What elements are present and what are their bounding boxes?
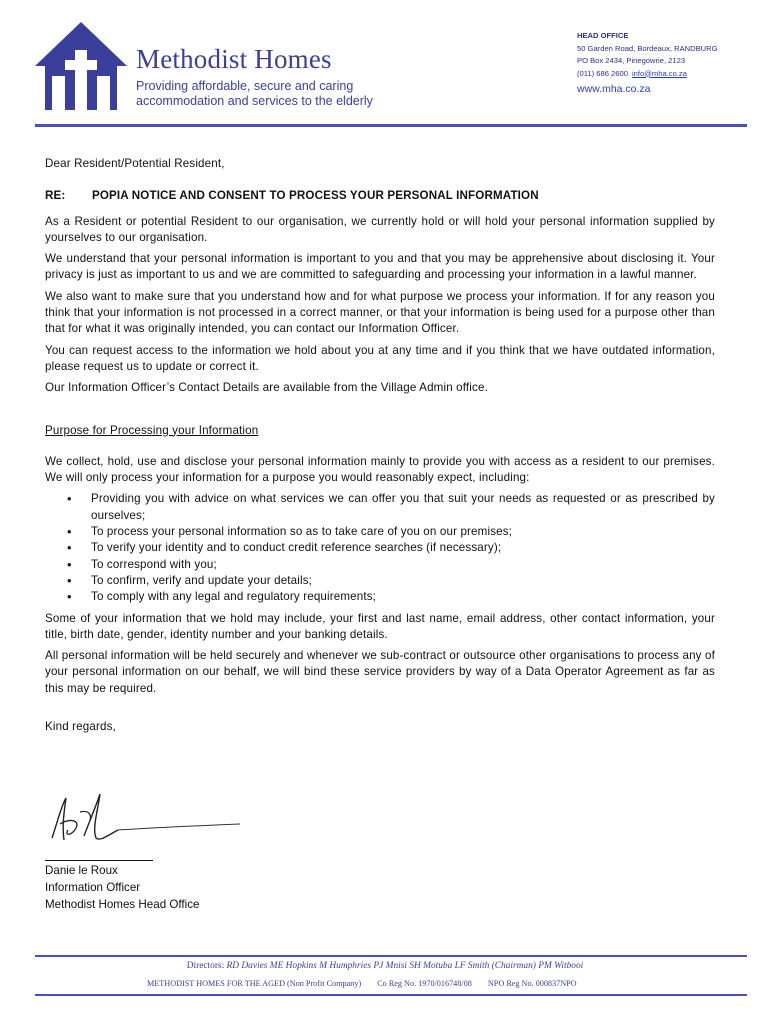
footer-divider-bottom (35, 994, 747, 996)
paragraph: As a Resident or potential Resident to our organisation, we currently hold or will hold your personal information supplied by yourselves to our organisation. (45, 214, 715, 244)
letter-body (45, 156, 715, 740)
head-office-address-1: 50 Garden Road, Bordeaux, RANDBURG (577, 43, 718, 53)
header-divider (35, 124, 747, 127)
subject-text: POPIA NOTICE AND CONSENT TO PROCESS YOUR PERSONAL INFORMATION (92, 189, 539, 203)
paragraph: All personal information will be held securely and whenever we sub-contract or outsource other organisations to process any of your personal information on our behalf, we will bind these service providers by way of a Data Operator Agreement as far as this may be required. (45, 649, 715, 695)
directors-line (0, 961, 770, 971)
purpose-list (45, 491, 715, 605)
paragraph: We understand that your personal information is important to you and that you may be apprehensive about disclosing it. Your privacy is just as important to us and we are committed to safeguarding and processing your information in a lawful manner. (45, 252, 715, 282)
signature-line (45, 860, 153, 861)
subject-label: RE: (45, 189, 66, 203)
signature-icon (40, 790, 250, 850)
company-name: METHODIST HOMES FOR THE AGED (Non Profit Company) (147, 979, 362, 988)
signatory-block (45, 863, 199, 913)
head-office-address-2: PO Box 2434, Pinegowrie, 2123 (577, 56, 686, 65)
list-item: • To process your personal information so as to take care of you on our premises; (45, 524, 715, 540)
head-office-contact (577, 68, 718, 81)
methodist-homes-logo-icon (33, 20, 129, 112)
brand-block (136, 44, 373, 109)
subject-line (45, 188, 715, 204)
section-title: Purpose for Processing your Information (45, 423, 259, 437)
directors-names: RD Davies ME Hopkins M Humphries PJ Mnisi SH Motuba LF Smith (Chairman) PM Witbooi (226, 961, 584, 971)
signatory-title: Information Officer (45, 880, 141, 894)
head-office-phone: (011) 686 2600 (577, 68, 628, 78)
footer-divider-top (35, 955, 747, 957)
signatory-office: Methodist Homes Head Office (45, 897, 200, 911)
head-office-title: HEAD OFFICE (577, 31, 629, 40)
list-item: • To verify your identity and to conduct credit reference searches (if necessary); (45, 540, 715, 556)
npo-reg-number: NPO Reg No. 000837NPO (487, 979, 577, 988)
company-reg-number: Co Reg No. 1970/016748/08 (377, 979, 472, 988)
paragraph: Some of your information that we hold may include, your first and last name, email address, other contact information, your title, birth date, gender, identity number and your banking details. (45, 611, 715, 641)
brand-name: Methodist Homes (136, 44, 332, 74)
paragraph: We also want to make sure that you understand how and for what purpose we process your information. If for any reason you think that your information is not processed in a correct manner, or that your information is being used for a purpose other than that for what it was originally intended, you can contact our Information Officer. (45, 289, 715, 336)
purpose-intro: We collect, hold, use and disclose your personal information mainly to provide you with access as a resident to our premises. We will only process your information for a purpose you would reasonably expect, including: (45, 454, 715, 485)
sign-off: Kind regards, (45, 720, 116, 734)
salutation: Dear Resident/Potential Resident, (45, 157, 225, 170)
head-office-website-link[interactable]: www.mha.co.za (577, 83, 651, 95)
directors-label: Directors: (186, 961, 225, 971)
signatory-name: Danie le Roux (45, 864, 118, 877)
list-item: • To correspond with you; (45, 557, 715, 573)
paragraph: You can request access to the information we hold about you at any time and if you think that we have outdated information, please request us to update or correct it. (45, 343, 715, 373)
head-office-block (577, 30, 718, 97)
list-item: • Providing you with advice on what services we can offer you that suit your needs as requested or as prescribed by ourselves; (45, 491, 715, 524)
head-office-email-link[interactable]: info@mha.co.za (631, 68, 687, 78)
tagline-line-2: accommodation and services to the elderly (136, 94, 373, 108)
list-item: • To confirm, verify and update your details; (45, 573, 715, 589)
paragraph: Our Information Officer’s Contact Details are available from the Village Admin office. (45, 381, 488, 395)
list-item: • To comply with any legal and regulatory requirements; (45, 589, 715, 605)
company-registration-line (147, 979, 591, 988)
tagline-line-1: Providing affordable, secure and caring (136, 79, 354, 93)
brand-tagline (136, 79, 373, 109)
